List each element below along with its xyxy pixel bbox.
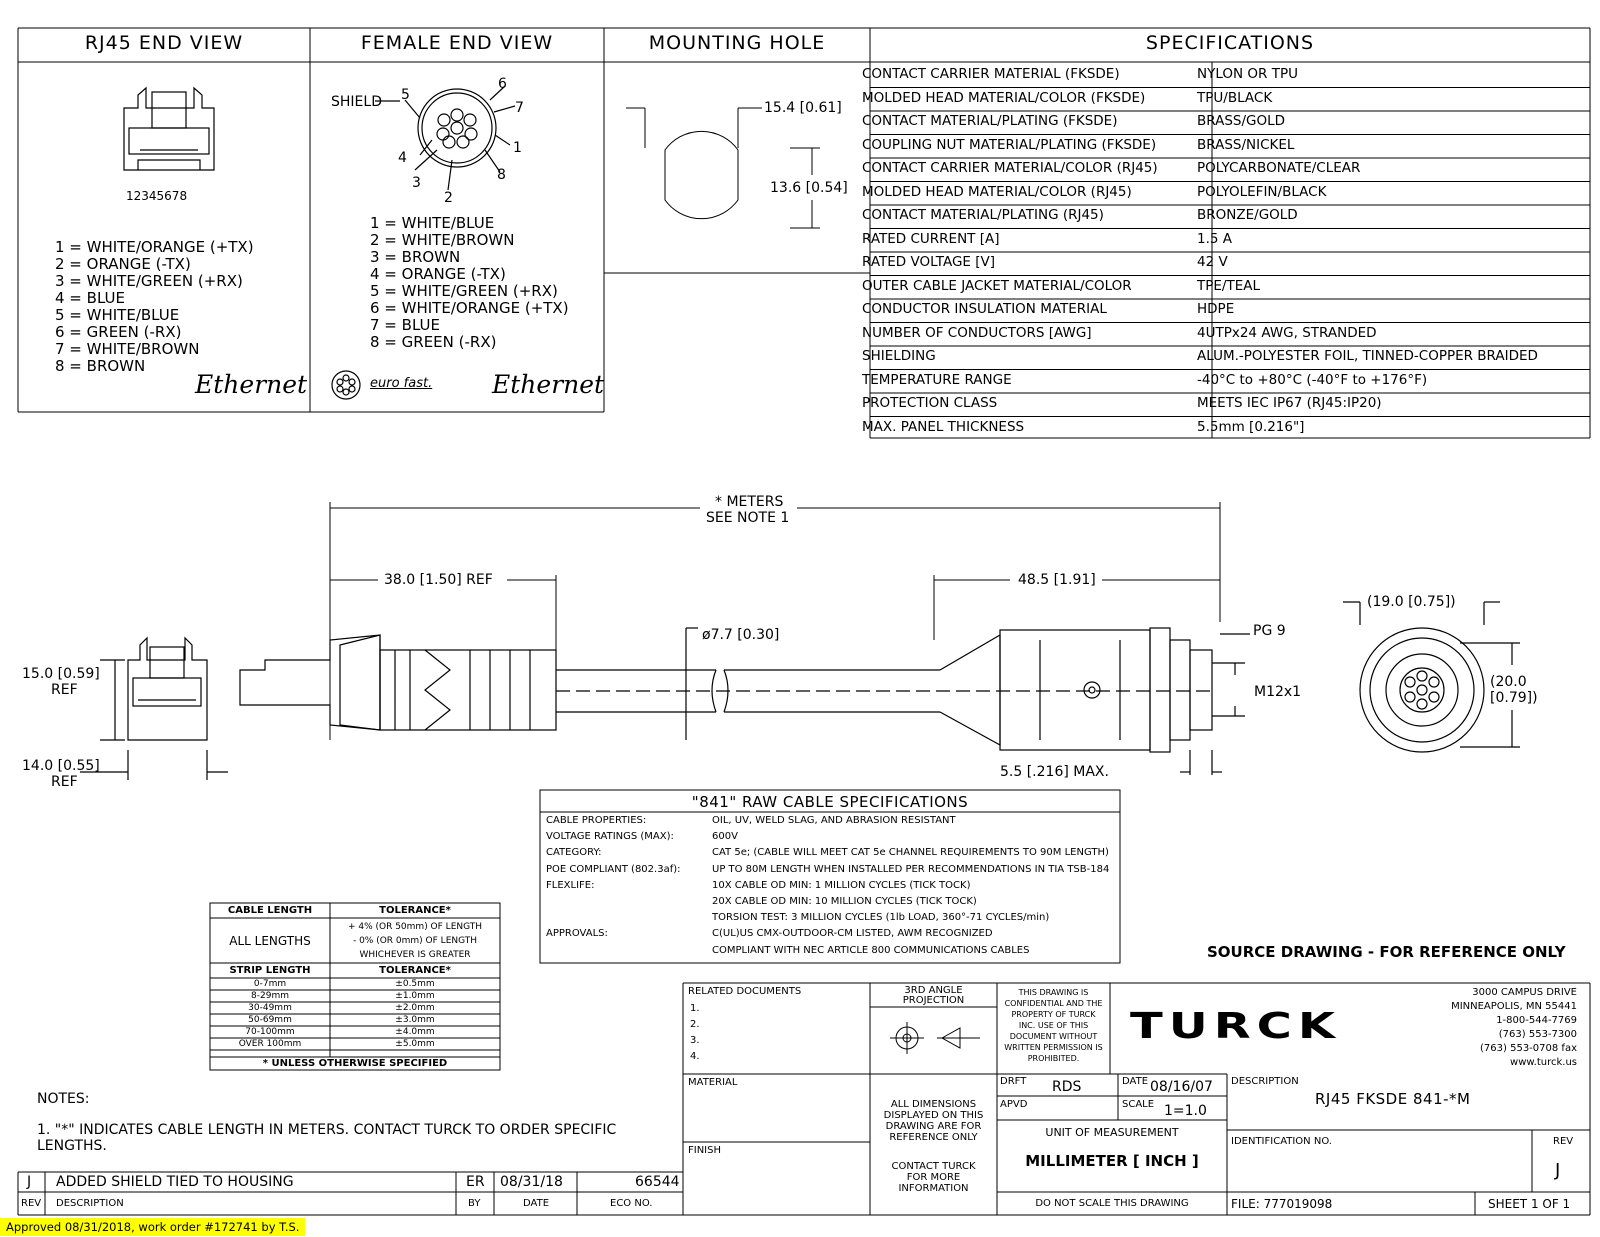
rj45-pin-row: 6 = GREEN (-RX) (55, 323, 182, 341)
uom-label: UNIT OF MEASUREMENT (1045, 1126, 1179, 1139)
contact-note-line: CONTACT TURCK (891, 1161, 976, 1172)
related-doc-item: 1. (690, 1003, 700, 1014)
turck-logo: TURCK (1130, 1005, 1342, 1047)
id-label: IDENTIFICATION NO. (1231, 1136, 1332, 1147)
raw-cable-value: UP TO 80M LENGTH WHEN INSTALLED PER RECOMMENDATIONS IN TIA TSB-184 (712, 863, 1110, 875)
female-pin-number: 4 (398, 150, 407, 166)
female-pin-row: 1 = WHITE/BLUE (370, 214, 495, 232)
drft-value: RDS (1052, 1079, 1082, 1095)
dims-note-line: REFERENCE ONLY (889, 1132, 978, 1143)
see-note-label: SEE NOTE 1 (706, 510, 790, 526)
strip-length: OVER 100mm (238, 1039, 302, 1049)
source-drawing-note: SOURCE DRAWING - FOR REFERENCE ONLY (1207, 943, 1566, 961)
projection-label-1: 3RD ANGLE (904, 985, 963, 996)
rev-eco: 66544 (635, 1174, 680, 1190)
spec-value: 5.5mm [0.216"] (1197, 418, 1305, 435)
header-specifications: SPECIFICATIONS (1145, 32, 1315, 54)
strip-tolerance: ±0.5mm (395, 979, 435, 989)
dim-14: 14.0 [0.55] (22, 758, 100, 774)
no-scale-note: DO NOT SCALE THIS DRAWING (1035, 1198, 1189, 1209)
spec-label: NUMBER OF CONDUCTORS [AWG] (862, 324, 1092, 341)
female-pin-number: 5 (401, 87, 410, 103)
projection-label-2: PROJECTION (902, 995, 965, 1006)
confidential-line: CONFIDENTIAL AND THE (1004, 999, 1103, 1008)
female-pin-row: 4 = ORANGE (-TX) (370, 265, 506, 283)
address-line: (763) 553-0708 fax (1480, 1043, 1577, 1054)
header-rj45-end-view: RJ45 END VIEW (84, 32, 244, 54)
spec-label: MOLDED HEAD MATERIAL/COLOR (FKSDE) (862, 89, 1146, 106)
strip-tolerance: ±4.0mm (395, 1027, 435, 1037)
confidential-line: PROHIBITED. (1027, 1054, 1080, 1063)
rev-date: 08/31/18 (500, 1174, 563, 1190)
female-pin-row: 7 = BLUE (370, 316, 441, 334)
spec-value: 42 V (1197, 254, 1228, 270)
rj45-pin-row: 5 = WHITE/BLUE (55, 306, 180, 324)
spec-label: MOLDED HEAD MATERIAL/COLOR (RJ45) (862, 183, 1132, 200)
shield-label: SHIELD (331, 94, 382, 110)
contact-note-line: INFORMATION (898, 1183, 969, 1194)
spec-value: MEETS IEC IP67 (RJ45:IP20) (1197, 395, 1382, 411)
strip-tolerance: ±1.0mm (395, 991, 435, 1001)
tol-header-tolerance-2: TOLERANCE* (379, 965, 451, 976)
female-pin-number: 7 (515, 100, 524, 116)
note-1a: 1. "*" INDICATES CABLE LENGTH IN METERS. CONTACT TURCK TO ORDER SPECIFIC (37, 1122, 617, 1138)
ethernet-logo-female: Ethernet (492, 370, 605, 399)
spec-label: CONTACT CARRIER MATERIAL (FKSDE) (862, 66, 1120, 82)
spec-value: HDPE (1197, 301, 1235, 317)
dim-20b: [0.79]) (1490, 690, 1538, 706)
spec-value: TPE/TEAL (1197, 277, 1260, 294)
rev-h-by: BY (468, 1198, 481, 1209)
tol-all-line3: WHICHEVER IS GREATER (359, 950, 471, 960)
apvd-label: APVD (1000, 1099, 1028, 1110)
tol-header-strip-length: STRIP LENGTH (229, 965, 311, 976)
rj45-pin-row: 3 = WHITE/GREEN (+RX) (55, 272, 243, 290)
dims-note-line: DRAWING ARE FOR (885, 1121, 982, 1132)
dims-note-line: DISPLAYED ON THIS (883, 1110, 984, 1121)
drft-label: DRFT (1000, 1076, 1027, 1087)
date-label: DATE (1122, 1076, 1149, 1087)
spec-value: NYLON OR TPU (1197, 66, 1298, 82)
scale-label: SCALE (1122, 1099, 1155, 1110)
raw-cable-value: 20X CABLE OD MIN: 10 MILLION CYCLES (TICK TOCK) (712, 896, 977, 907)
tol-all-lengths: ALL LENGTHS (229, 934, 311, 948)
dims-note-line: ALL DIMENSIONS (890, 1099, 977, 1110)
address-line: MINNEAPOLIS, MN 55441 (1451, 1001, 1577, 1012)
sheet-number: SHEET 1 OF 1 (1488, 1197, 1571, 1211)
strip-tolerance: ±2.0mm (395, 1003, 435, 1013)
strip-length: 8-29mm (251, 991, 289, 1001)
dim-15-ref: REF (51, 682, 78, 698)
female-pin-number: 8 (497, 167, 506, 183)
spec-label: RATED CURRENT [A] (862, 230, 1000, 247)
tol-header-tolerance: TOLERANCE* (379, 905, 451, 916)
spec-label: COUPLING NUT MATERIAL/PLATING (FKSDE) (862, 136, 1157, 153)
spec-value: -40°C to +80°C (-40°F to +176°F) (1197, 371, 1428, 388)
address-line: 3000 CAMPUS DRIVE (1472, 987, 1577, 998)
address-line: www.turck.us (1510, 1057, 1577, 1068)
notes-title: NOTES: (37, 1091, 90, 1107)
spec-value: POLYCARBONATE/CLEAR (1197, 160, 1361, 176)
raw-cable-label: CABLE PROPERTIES: (546, 815, 647, 826)
spec-label: SHIELDING (862, 348, 936, 364)
spec-label: RATED VOLTAGE [V] (862, 254, 996, 270)
spec-value: 4UTPx24 AWG, STRANDED (1197, 324, 1377, 341)
spec-label: CONTACT MATERIAL/PLATING (FKSDE) (862, 113, 1118, 129)
strip-tolerance: ±3.0mm (395, 1015, 435, 1025)
spec-label: OUTER CABLE JACKET MATERIAL/COLOR (862, 277, 1132, 294)
female-pin-row: 8 = GREEN (-RX) (370, 333, 497, 351)
raw-cable-value: TORSION TEST: 3 MILLION CYCLES (1lb LOAD, 360°-71 CYCLES/min) (712, 912, 1050, 924)
cable-diameter: ø7.7 [0.30] (702, 627, 780, 643)
strip-length: 0-7mm (253, 979, 287, 989)
file-number: FILE: 777019098 (1231, 1197, 1333, 1211)
related-doc-item: 2. (690, 1019, 700, 1030)
header-mounting-hole: MOUNTING HOLE (648, 32, 826, 54)
spec-value: BRONZE/GOLD (1197, 207, 1298, 223)
note-1b: LENGTHS. (37, 1138, 107, 1154)
rev-by: ER (466, 1174, 485, 1190)
mounting-hole-width: 15.4 [0.61] (764, 100, 842, 116)
related-docs-label: RELATED DOCUMENTS (688, 986, 802, 997)
spec-value: BRASS/NICKEL (1197, 136, 1295, 153)
strip-length: 70-100mm (245, 1027, 295, 1037)
scale-value: 1=1.0 (1164, 1103, 1207, 1119)
strip-length: 30-49mm (248, 1003, 292, 1013)
spec-label: CONTACT CARRIER MATERIAL/COLOR (RJ45) (862, 160, 1158, 176)
rev-label: REV (1553, 1136, 1574, 1147)
confidential-line: WRITTEN PERMISSION IS (1004, 1043, 1103, 1052)
header-female-end-view: FEMALE END VIEW (360, 32, 554, 54)
spec-label: PROTECTION CLASS (862, 395, 998, 411)
mounting-hole-height: 13.6 [0.54] (770, 180, 848, 196)
eurofast-logo: euro fast. (370, 376, 433, 391)
meters-label: * METERS (715, 494, 784, 510)
dim-38-ref: 38.0 [1.50] REF (384, 572, 493, 588)
ethernet-logo: Ethernet (195, 370, 308, 399)
spec-label: TEMPERATURE RANGE (862, 371, 1012, 388)
tol-all-line1: + 4% (OR 50mm) OF LENGTH (347, 922, 483, 932)
address-line: (763) 553-7300 (1498, 1029, 1577, 1040)
dim-48-5: 48.5 [1.91] (1018, 572, 1096, 588)
date-value: 08/16/07 (1150, 1079, 1213, 1095)
rev-description: ADDED SHIELD TIED TO HOUSING (56, 1174, 294, 1190)
female-pin-number: 2 (444, 190, 453, 206)
spec-label: MAX. PANEL THICKNESS (862, 418, 1025, 435)
raw-cable-value: 10X CABLE OD MIN: 1 MILLION CYCLES (TICK TOCK) (712, 879, 971, 891)
spec-label: CONDUCTOR INSULATION MATERIAL (862, 301, 1107, 317)
raw-cable-label: FLEXLIFE: (546, 879, 595, 891)
approval-stamp: Approved 08/31/2018, work order #172741 by T.S. (0, 1218, 305, 1236)
female-pin-row: 5 = WHITE/GREEN (+RX) (370, 282, 558, 300)
confidential-line: THIS DRAWING IS (1018, 988, 1089, 997)
m12-label: M12x1 (1254, 684, 1302, 700)
dim-19: (19.0 [0.75]) (1367, 594, 1456, 610)
strip-length: 50-69mm (248, 1015, 292, 1025)
confidential-line: INC. USE OF THIS (1018, 1021, 1089, 1030)
raw-cable-value: COMPLIANT WITH NEC ARTICLE 800 COMMUNICATIONS CABLES (712, 944, 1030, 956)
address-line: 1-800-544-7769 (1496, 1015, 1577, 1026)
rev-h-desc: DESCRIPTION (56, 1198, 124, 1209)
raw-cable-label: CATEGORY: (546, 847, 602, 859)
raw-cable-label: APPROVALS: (546, 928, 608, 940)
tol-header-cable-length: CABLE LENGTH (227, 905, 313, 916)
raw-cable-title: "841" RAW CABLE SPECIFICATIONS (691, 793, 969, 811)
rj45-pin-row: 1 = WHITE/ORANGE (+TX) (55, 238, 254, 256)
female-pin-row: 2 = WHITE/BROWN (370, 231, 515, 249)
description-label: DESCRIPTION (1231, 1076, 1299, 1087)
raw-cable-value: 600V (712, 831, 738, 843)
spec-value: ALUM.-POLYESTER FOIL, TINNED-COPPER BRAIDED (1197, 348, 1538, 364)
rj45-pin-row: 7 = WHITE/BROWN (55, 340, 200, 358)
female-pin-number: 6 (498, 76, 507, 92)
dim-20a: (20.0 (1490, 674, 1527, 690)
dim-15: 15.0 [0.59] (22, 666, 100, 682)
spec-value: 1.5 A (1197, 230, 1232, 247)
related-doc-item: 3. (690, 1035, 700, 1046)
rj45-pin-row: 8 = BROWN (55, 357, 146, 375)
raw-cable-value: CAT 5e; (CABLE WILL MEET CAT 5e CHANNEL REQUIREMENTS TO 90M LENGTH) (712, 847, 1109, 859)
raw-cable-label: VOLTAGE RATINGS (MAX): (546, 831, 674, 843)
title-description: RJ45 FKSDE 841-*M (1315, 1090, 1471, 1108)
strip-tolerance: ±5.0mm (395, 1039, 435, 1049)
spec-value: TPU/BLACK (1197, 89, 1273, 106)
spec-label: CONTACT MATERIAL/PLATING (RJ45) (862, 207, 1104, 223)
contact-note-line: FOR MORE (906, 1172, 961, 1183)
female-pin-row: 6 = WHITE/ORANGE (+TX) (370, 299, 569, 317)
rev-value: J (1555, 1160, 1561, 1181)
spec-value: BRASS/GOLD (1197, 113, 1286, 129)
confidential-line: DOCUMENT WITHOUT (1009, 1032, 1098, 1041)
uom-value: MILLIMETER [ INCH ] (1025, 1152, 1199, 1170)
raw-cable-value: C(UL)US CMX-OUTDOOR-CM LISTED, AWM RECOGNIZED (712, 928, 993, 940)
confidential-line: PROPERTY OF TURCK (1011, 1010, 1096, 1019)
tol-footer: * UNLESS OTHERWISE SPECIFIED (262, 1058, 448, 1069)
dim-14-ref: REF (51, 774, 78, 790)
rev-h-rev: REV (21, 1198, 42, 1209)
female-pin-number: 1 (513, 140, 522, 156)
rj45-pin-row: 4 = BLUE (55, 289, 126, 307)
rj45-pin-row: 2 = ORANGE (-TX) (55, 255, 191, 273)
rev-letter: J (27, 1174, 32, 1190)
tol-all-line2: - 0% (OR 0mm) OF LENGTH (352, 936, 478, 946)
finish-label: FINISH (688, 1145, 721, 1156)
rev-h-eco: ECO NO. (610, 1198, 653, 1209)
dim-5-5: 5.5 [.216] MAX. (1000, 764, 1109, 780)
raw-cable-label: POE COMPLIANT (802.3af): (546, 863, 681, 875)
material-label: MATERIAL (688, 1077, 738, 1088)
spec-value: POLYOLEFIN/BLACK (1197, 183, 1327, 200)
pg9-label: PG 9 (1253, 623, 1286, 639)
female-pin-number: 3 (412, 175, 421, 191)
related-doc-item: 4. (690, 1051, 700, 1062)
female-pin-row: 3 = BROWN (370, 248, 461, 266)
raw-cable-value: OIL, UV, WELD SLAG, AND ABRASION RESISTANT (712, 815, 956, 826)
rj45-pin-numbers: 12345678 (126, 189, 188, 203)
rev-h-date: DATE (523, 1198, 550, 1209)
